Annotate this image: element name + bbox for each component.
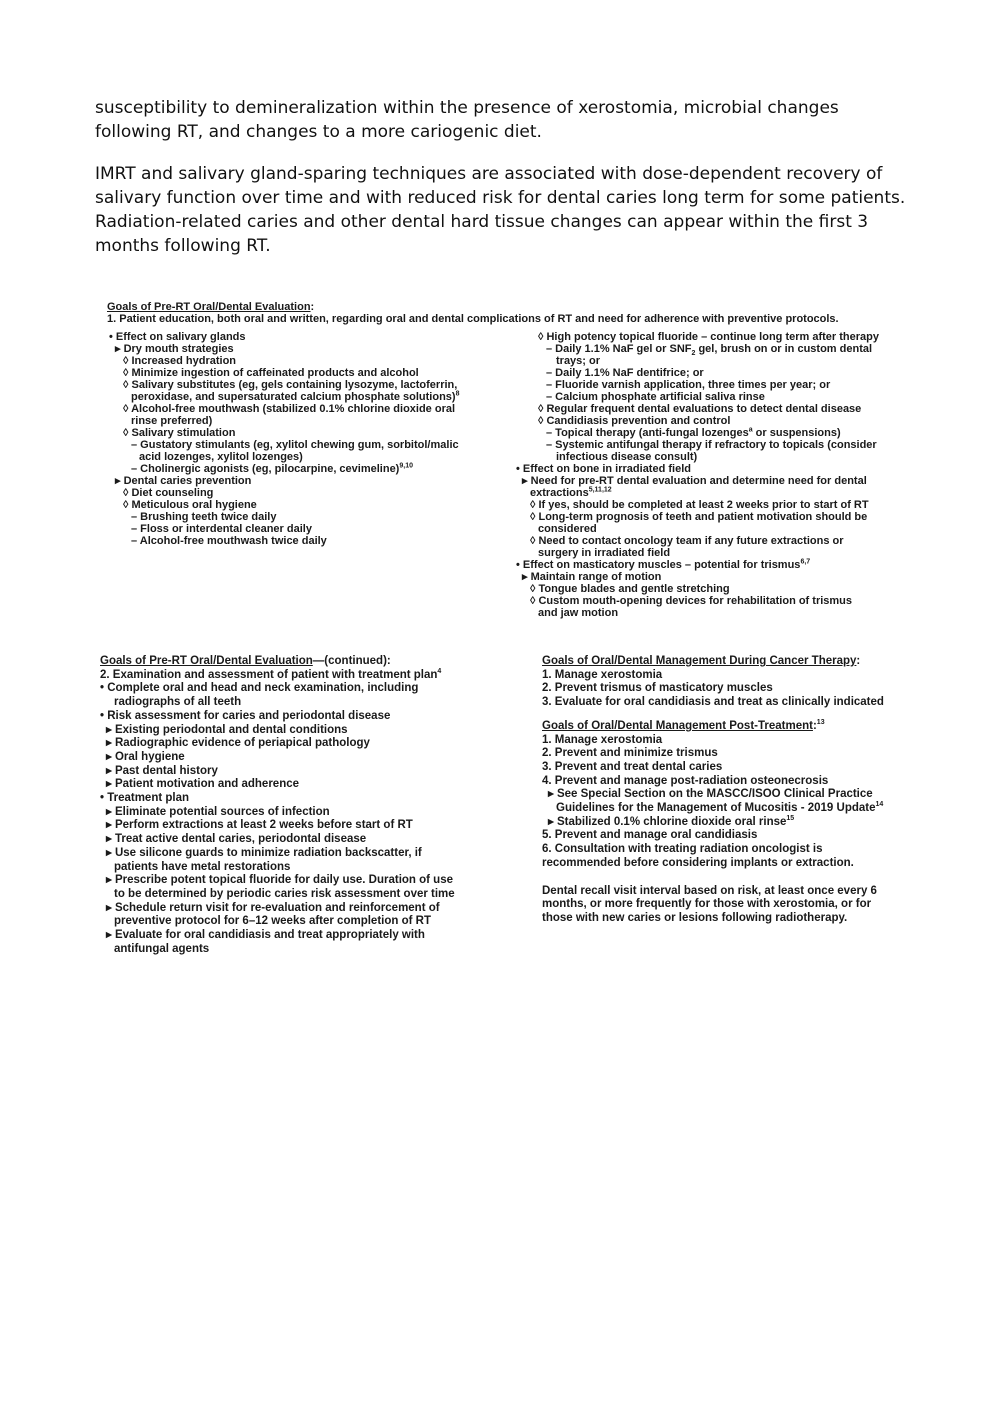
- pre-rt-goals-header: Goals of Pre-RT Oral/Dental Evaluation: 1. Patient education, both oral and written, regarding oral and dental complications of RT and need for adherence with preventive protocols.: [107, 301, 907, 325]
- post-treatment-heading: Goals of Oral/Dental Management Post-Treatment: [542, 719, 813, 732]
- pre-rt-right-column: ◊ High potency topical fluoride – continue long term after therapy – Daily 1.1% NaF gel or $SNF_2$ gel, brush on or in custom dental trays; or – Daily 1.1% NaF dentifrice; or – Fluoride varnish application, three times per year; or – Calcium phosphate artificial saliva rinse ◊ Regular frequent dental evaluations to detect dental disease ◊ Candidiasis prevention and control – Topical therapy (anti-fungal lozenges$^a$ or suspensions) – Systemic antifungal therapy if refractory to topicals (consider infectious disease consult) • Effect on bone in irradiated field ▸ Need for pre-RT dental evaluation and determine need for dental extractions$^{5,11,12}$ ◊ If yes, should be completed at least 2 weeks prior to start of RT ◊ Long-term prognosis of teeth and patient motivation should be considered ◊ Need to contact oncology team if any future extractions or surgery in irradiated field • Effect on masticatory muscles – potential for trismus$^{6,7}$ ▸ Maintain range of motion ◊ Tongue blades and gentle stretching ◊ Custom mouth-opening devices for rehabilitation of trismus and jaw motion: [516, 331, 879, 619]
- pre-rt-left-column: • Effect on salivary glands ▸ Dry mouth strategies ◊ Increased hydration ◊ Minimize ingestion of caffeinated products and alcohol ◊ Salivary substitutes (eg, gels containing lysozyme, lactoferrin, peroxidase, and supersaturated calcium phosphate solutions)$^8$ ◊ Alcohol-free mouthwash (stabilized 0.1% chlorine dioxide oral rinse preferred) ◊ Salivary stimulation – Gustatory stimulants (eg, xylitol chewing gum, sorbitol/malic acid lozenges, xylitol lozenges) – Cholinergic agonists (eg, pilocarpine, cevimeline)$^{9,10}$ ▸ Dental caries prevention ◊ Diet counseling ◊ Meticulous oral hygiene – Brushing teeth twice daily – Floss or interdental cleaner daily – Alcohol-free mouthwash twice daily: [109, 331, 460, 547]
- intro-paragraph-1: susceptibility to demineralization within the presence of xerostomia, microbial changes following RT, and changes to a more cariogenic diet.: [95, 98, 839, 142]
- pre-rt-goals-heading: Goals of Pre-RT Oral/Dental Evaluation: [107, 301, 311, 313]
- intro-text: [95, 96, 915, 276]
- pre-rt-continued-box: Goals of Pre-RT Oral/Dental Evaluation—(continued): 2. Examination and assessment of patient with treatment plan$^4$ • Complete oral and head and neck examination, including radiographs of all teeth • Risk assessment for caries and periodontal disease ▸ Existing periodontal and dental conditions ▸ Radiographic evidence of periapical pathology ▸ Oral hygiene ▸ Past dental history ▸ Patient motivation and adherence • Treatment plan ▸ Eliminate potential sources of infection ▸ Perform extractions at least 2 weeks before start of RT ▸ Treat active dental caries, periodontal disease ▸ Use silicone guards to minimize radiation backscatter, if patients have metal restorations ▸ Prescribe potent topical fluoride for daily use. Duration of use to be determined by periodic caries risk assessment over time ▸ Schedule return visit for re-evaluation and reinforcement of preventive protocol for 6–12 weeks after completion of RT ▸ Evaluate for oral candidiasis and treat appropriately with antifungal agents: [100, 655, 455, 955]
- pre-rt-continued-heading: Goals of Pre-RT Oral/Dental Evaluation: [100, 655, 313, 667]
- patient-education-line: 1. Patient education, both oral and written, regarding oral and dental complications of RT and need for adherence with preventive protocols.: [107, 313, 839, 325]
- recall-interval-text: Dental recall visit interval based on risk, at least once every 6: [542, 884, 877, 897]
- management-goals-box: Goals of Oral/Dental Management During Cancer Therapy: 1. Manage xerostomia 2. Prevent trismus of masticatory muscles 3. Evaluate for oral candidiasis and treat as clinically indicated Goals of Oral/Dental Management Post-Treatment:$^{13}$ 1. Manage xerostomia 2. Prevent and minimize trismus 3. Prevent and treat dental caries 4. Prevent and manage post-radiation osteonecrosis ▸ See Special Section on the MASCC/ISOO Clinical Practice Guidelines for the Management of Mucositis - 2019 Update$^{14}$ ▸ Stabilized 0.1% chlorine dioxide oral rinse$^{15}$ 5. Prevent and manage oral candidiasis 6. Consultation with treating radiation oncologist is recommended before considering implants or extraction. Dental recall visit interval based on risk, at least once every 6 months, or more frequently for those with xerostomia, or for those with new caries or lesions following radiotherapy.: [542, 655, 912, 926]
- intro-paragraph-2: IMRT and salivary gland-sparing techniques are associated with dose-dependent recovery of salivary function over time and with reduced risk for dental caries long term for some patients. Radiation-related caries and other dental hard tissue changes can appear within the first 3 months following RT.: [95, 164, 906, 256]
- during-therapy-heading: Goals of Oral/Dental Management During Cancer Therapy: [542, 655, 857, 667]
